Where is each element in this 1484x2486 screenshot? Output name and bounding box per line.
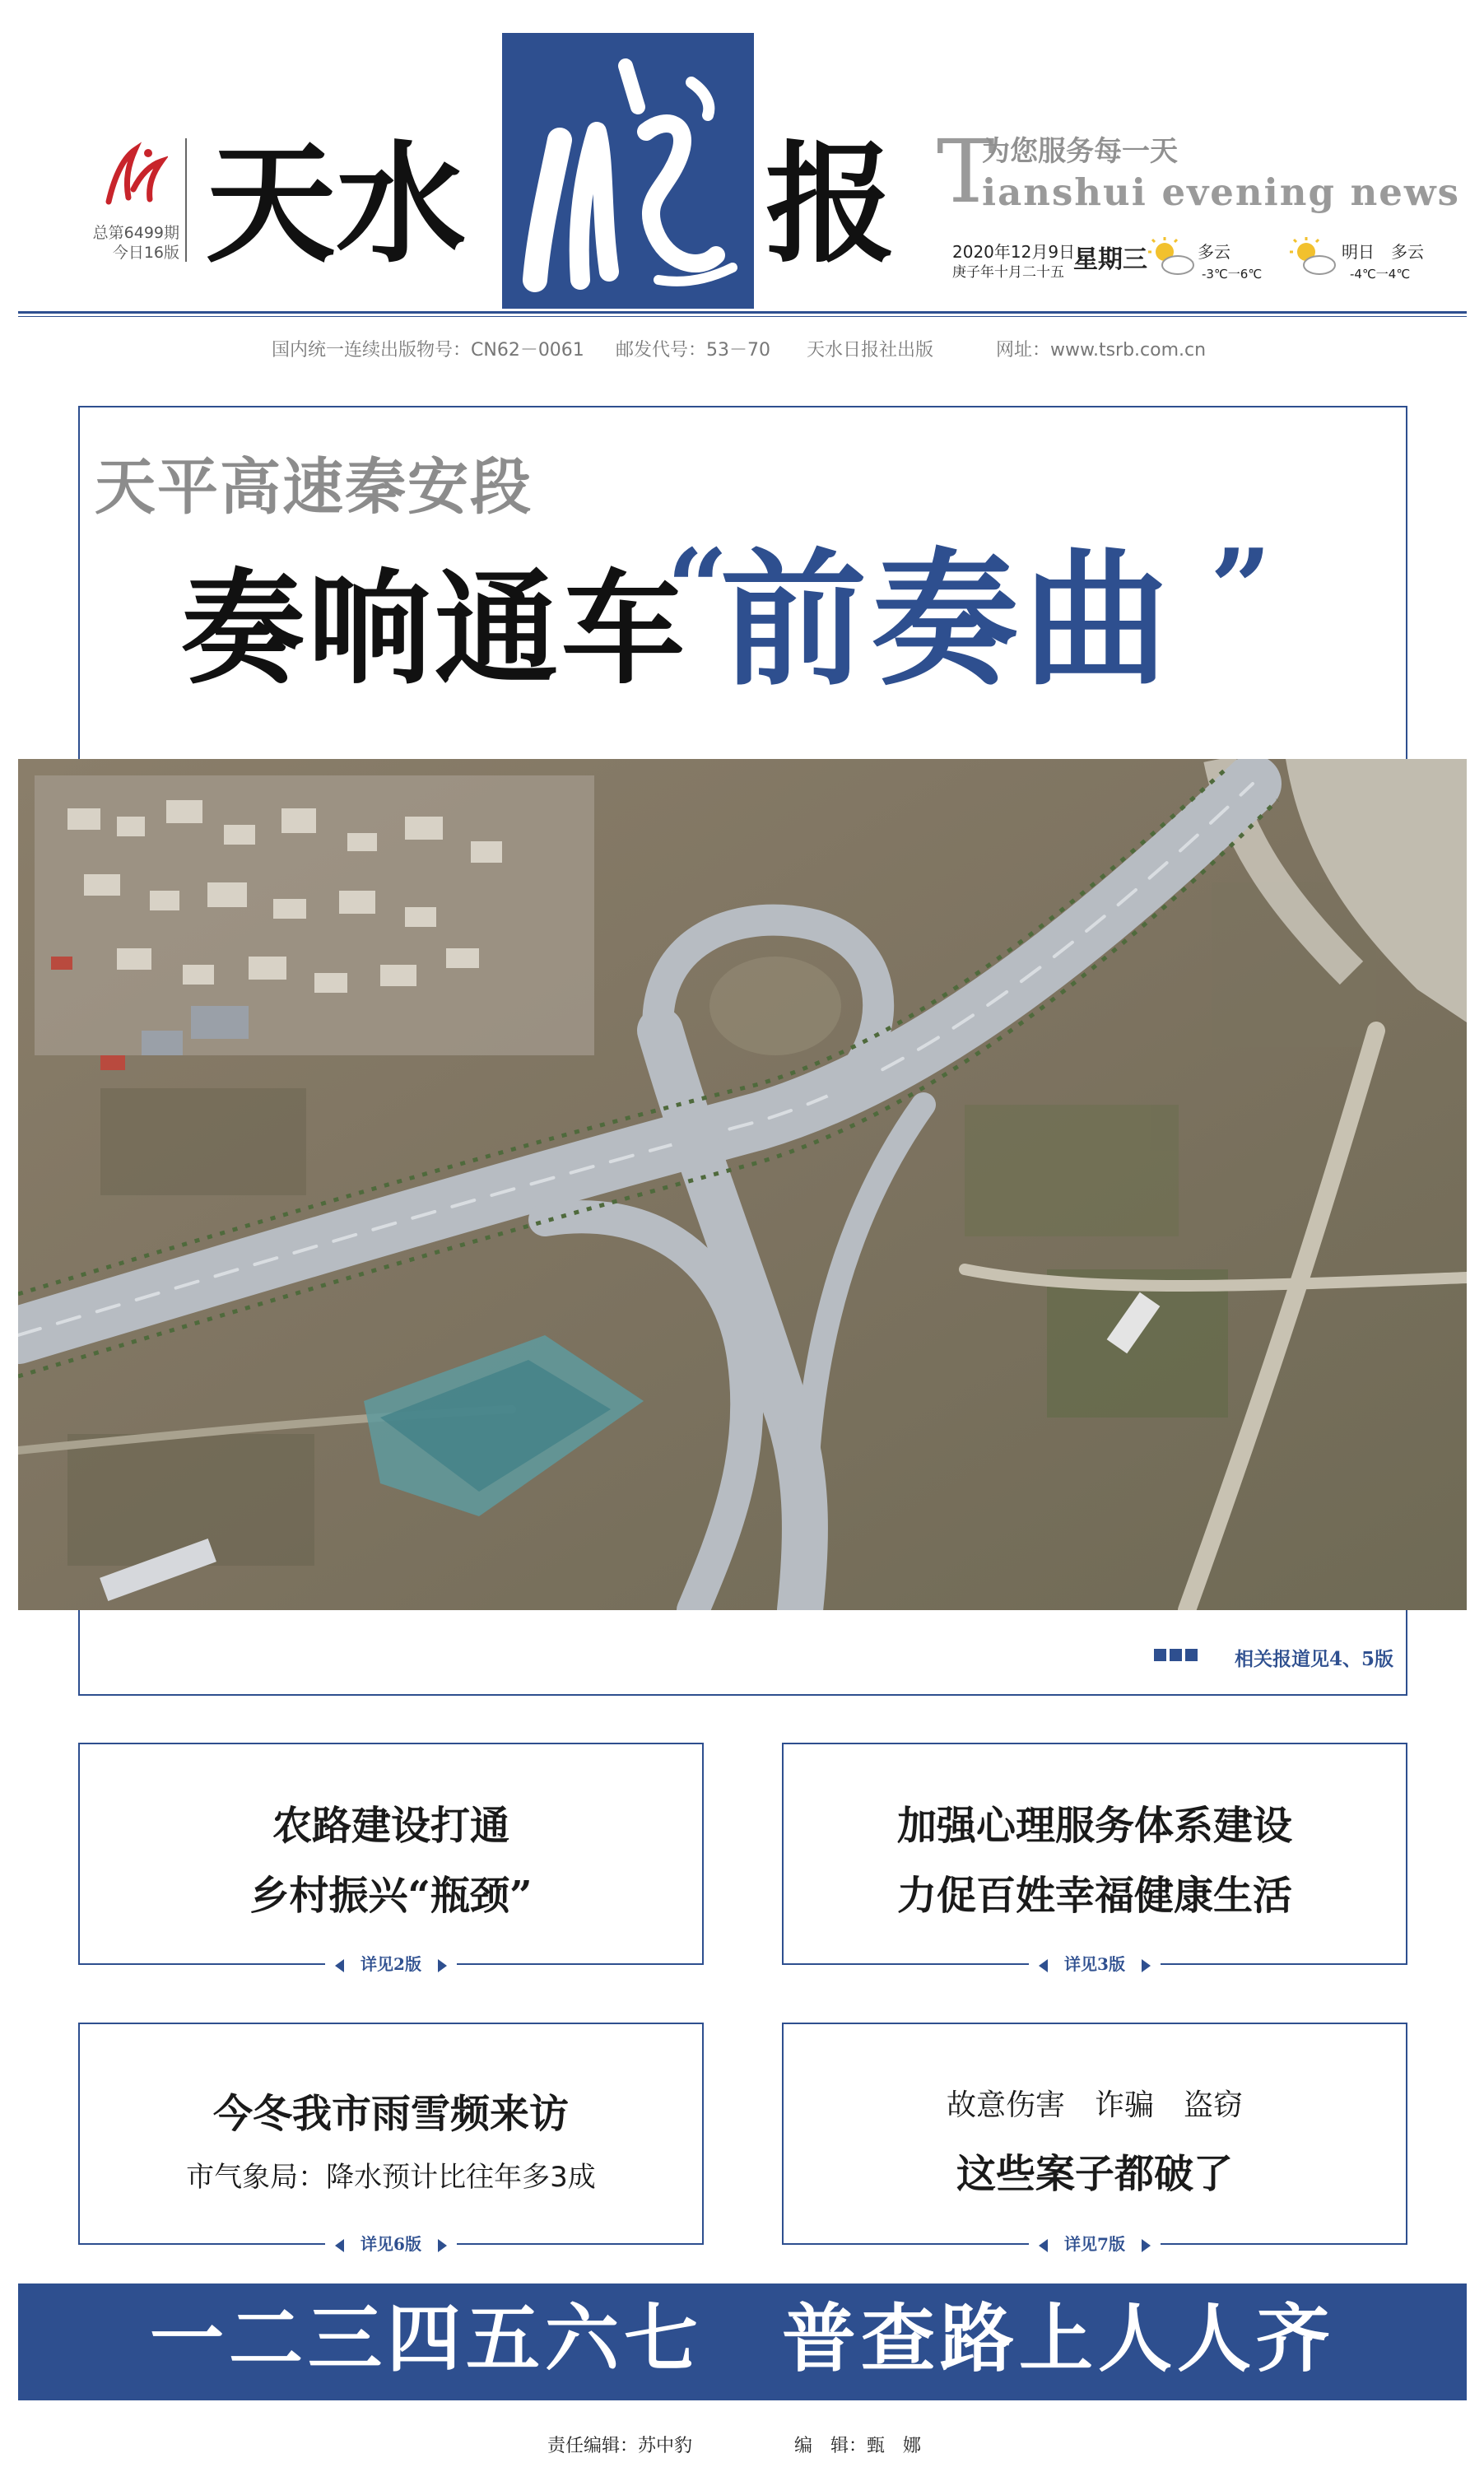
story-title-line-2: 乡村振兴“瓶颈” — [249, 1873, 533, 1919]
story-box-weather[interactable] — [78, 2023, 704, 2254]
serial-number: 国内统一连续出版物号：CN62－0061 — [272, 340, 584, 361]
masthead-title-left: 天水 — [206, 128, 466, 281]
weather-today-condition: 多云 — [1198, 242, 1230, 262]
editor: 编 辑：甄 娜 — [794, 2436, 922, 2456]
arrow-left-icon — [335, 2239, 344, 2252]
story-page-ref[interactable]: 详见7版 — [784, 2231, 1406, 2255]
lunar-date: 庚子年十月二十五 — [952, 264, 1064, 281]
english-name-initial: T — [937, 121, 995, 222]
arrow-left-icon — [1039, 1959, 1048, 1972]
headline-close-quote: ” — [1210, 525, 1272, 651]
story-kicker: 故意伤害 诈骗 盗窃 — [946, 2088, 1243, 2122]
story-subtitle: 市气象局：降水预计比往年多3成 — [186, 2161, 596, 2194]
masthead-calligraphy-block — [502, 33, 754, 309]
lead-headline-highlight: 前奏曲 — [720, 535, 1175, 705]
story-page-ref[interactable]: 详见6版 — [80, 2231, 702, 2255]
english-name: ianshui evening news — [982, 170, 1460, 214]
lead-kicker: 天平高速秦安段 — [95, 452, 533, 523]
newspaper-logo-mark — [100, 140, 168, 214]
weather-tomorrow-condition: 多云 — [1391, 242, 1424, 262]
weather-tomorrow-label: 明日 — [1342, 242, 1375, 262]
masthead-rule — [18, 311, 1467, 314]
arrow-right-icon — [1142, 1959, 1151, 1972]
arrow-right-icon — [438, 1959, 447, 1972]
masthead-rule-thin — [18, 316, 1467, 317]
weather-today-icon — [1147, 235, 1196, 282]
issue-page-count: 今日16版 — [112, 244, 179, 262]
see-also-markers — [1154, 1649, 1201, 1664]
story-box-rural-roads[interactable] — [78, 1743, 704, 1974]
story-title-line-2: 力促百姓幸福健康生活 — [896, 1873, 1292, 1919]
masthead-title-right: 报 — [765, 128, 896, 281]
story-title: 这些案子都破了 — [956, 2151, 1233, 2197]
postal-code: 邮发代号：53－70 — [616, 340, 770, 361]
slogan: 为您服务每一天 — [982, 135, 1178, 168]
lead-headline: 奏响通车 — [181, 558, 689, 701]
story-title-line-1: 农路建设打通 — [272, 1803, 509, 1849]
story-page-ref[interactable]: 详见3版 — [784, 1951, 1406, 1975]
story-page-ref[interactable]: 详见2版 — [80, 1951, 702, 1975]
arrow-left-icon — [335, 1959, 344, 1972]
arrow-right-icon — [438, 2239, 447, 2252]
story-title-line-1: 加强心理服务体系建设 — [896, 1803, 1292, 1849]
story-box-police[interactable] — [782, 2023, 1407, 2254]
chief-editor: 责任编辑：苏中豹 — [547, 2436, 693, 2456]
weekday: 星期三 — [1073, 245, 1147, 274]
issue-number: 总第6499期 — [92, 224, 179, 242]
census-banner-text: 一二三四五六七 普查路上人人齐 — [150, 2296, 1335, 2382]
arrow-right-icon — [1142, 2239, 1151, 2252]
weather-today-temperature: -3℃一6℃ — [1202, 267, 1263, 282]
story-box-psychology[interactable] — [782, 1743, 1407, 1974]
headline-open-quote: “ — [667, 525, 728, 651]
publisher: 天水日报社出版 — [807, 340, 934, 361]
website: 网址：www.tsrb.com.cn — [996, 340, 1207, 361]
lead-see-also: 相关报道见4、5版 — [1235, 1648, 1394, 1670]
arrow-left-icon — [1039, 2239, 1048, 2252]
weather-tomorrow-temperature: -4℃一4℃ — [1350, 267, 1411, 282]
story-title: 今冬我市雨雪频来访 — [212, 2091, 569, 2137]
lead-photo-highway-interchange — [18, 759, 1467, 1610]
masthead-separator — [185, 138, 187, 262]
publication-date: 2020年12月9日 — [952, 242, 1076, 262]
weather-tomorrow-icon — [1288, 235, 1337, 282]
